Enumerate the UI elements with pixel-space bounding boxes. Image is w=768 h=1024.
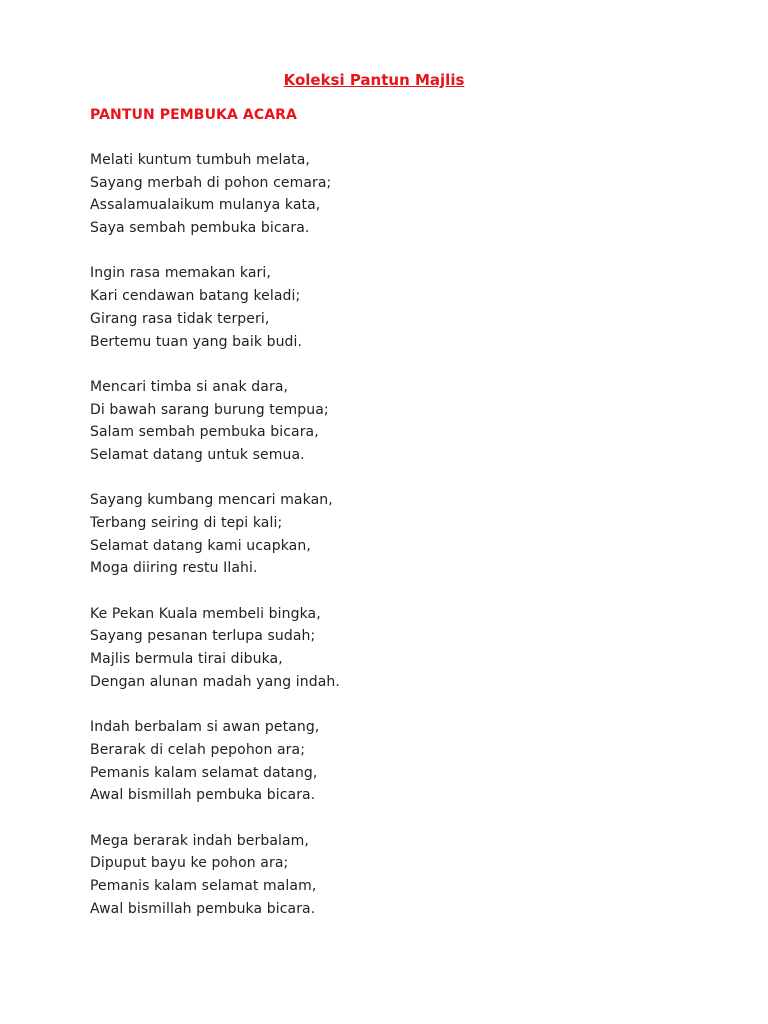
pantun-stanza-7	[90, 830, 710, 921]
pantun-line: Sayang merbah di pohon cemara;	[90, 174, 332, 191]
pantun-line: Moga diiring restu Ilahi.	[90, 560, 258, 577]
pantun-stanza-5	[90, 603, 710, 694]
pantun-line: Di bawah sarang burung tempua;	[90, 401, 329, 418]
pantun-line: Pemanis kalam selamat datang,	[90, 764, 318, 781]
pantun-line: Selamat datang untuk semua.	[90, 446, 305, 463]
pantun-line: Ingin rasa memakan kari,	[90, 265, 271, 282]
pantun-line: Dipuput bayu ke pohon ara;	[90, 855, 289, 872]
pantun-line: Selamat datang kami ucapkan,	[90, 537, 311, 554]
document-title: Koleksi Pantun Majlis	[283, 71, 465, 89]
pantun-line: Girang rasa tidak terperi,	[90, 310, 270, 327]
pantun-stanza-3	[90, 376, 710, 467]
pantun-line: Melati kuntum tumbuh melata,	[90, 152, 310, 168]
pantun-line: Majlis bermula tirai dibuka,	[90, 651, 283, 668]
pantun-line: Sayang kumbang mencari makan,	[90, 492, 333, 509]
pantun-line: Saya sembah pembuka bicara.	[90, 220, 310, 237]
pantun-line: Awal bismillah pembuka bicara.	[90, 900, 316, 917]
pantun-line: Awal bismillah pembuka bicara.	[90, 787, 316, 804]
pantun-line: Salam sembah pembuka bicara,	[90, 424, 319, 441]
pantun-line: Ke Pekan Kuala membeli bingka,	[90, 605, 321, 622]
pantun-line: Kari cendawan batang keladi;	[90, 288, 301, 305]
pantun-stanza-2	[90, 262, 710, 353]
pantun-line: Dengan alunan madah yang indah.	[90, 673, 340, 690]
pantun-line: Berarak di celah pepohon ara;	[90, 741, 306, 758]
pantun-line: Sayang pesanan terlupa sudah;	[90, 628, 316, 645]
pantun-stanza-1	[90, 149, 710, 240]
pantun-line: Pemanis kalam selamat malam,	[90, 878, 317, 894]
pantun-line: Mega berarak indah berbalam,	[90, 832, 309, 849]
section-heading: PANTUN PEMBUKA ACARA	[90, 107, 297, 123]
pantun-line: Bertemu tuan yang baik budi.	[90, 333, 303, 350]
pantun-line: Assalamualaikum mulanya kata,	[90, 197, 321, 214]
pantun-line: Indah berbalam si awan petang,	[90, 719, 320, 736]
pantun-stanza-6	[90, 716, 710, 807]
pantun-stanza-4	[90, 489, 710, 580]
pantun-line: Terbang seiring di tepi kali;	[90, 515, 283, 531]
pantun-list	[90, 149, 710, 943]
pantun-line: Mencari timba si anak dara,	[90, 378, 289, 395]
